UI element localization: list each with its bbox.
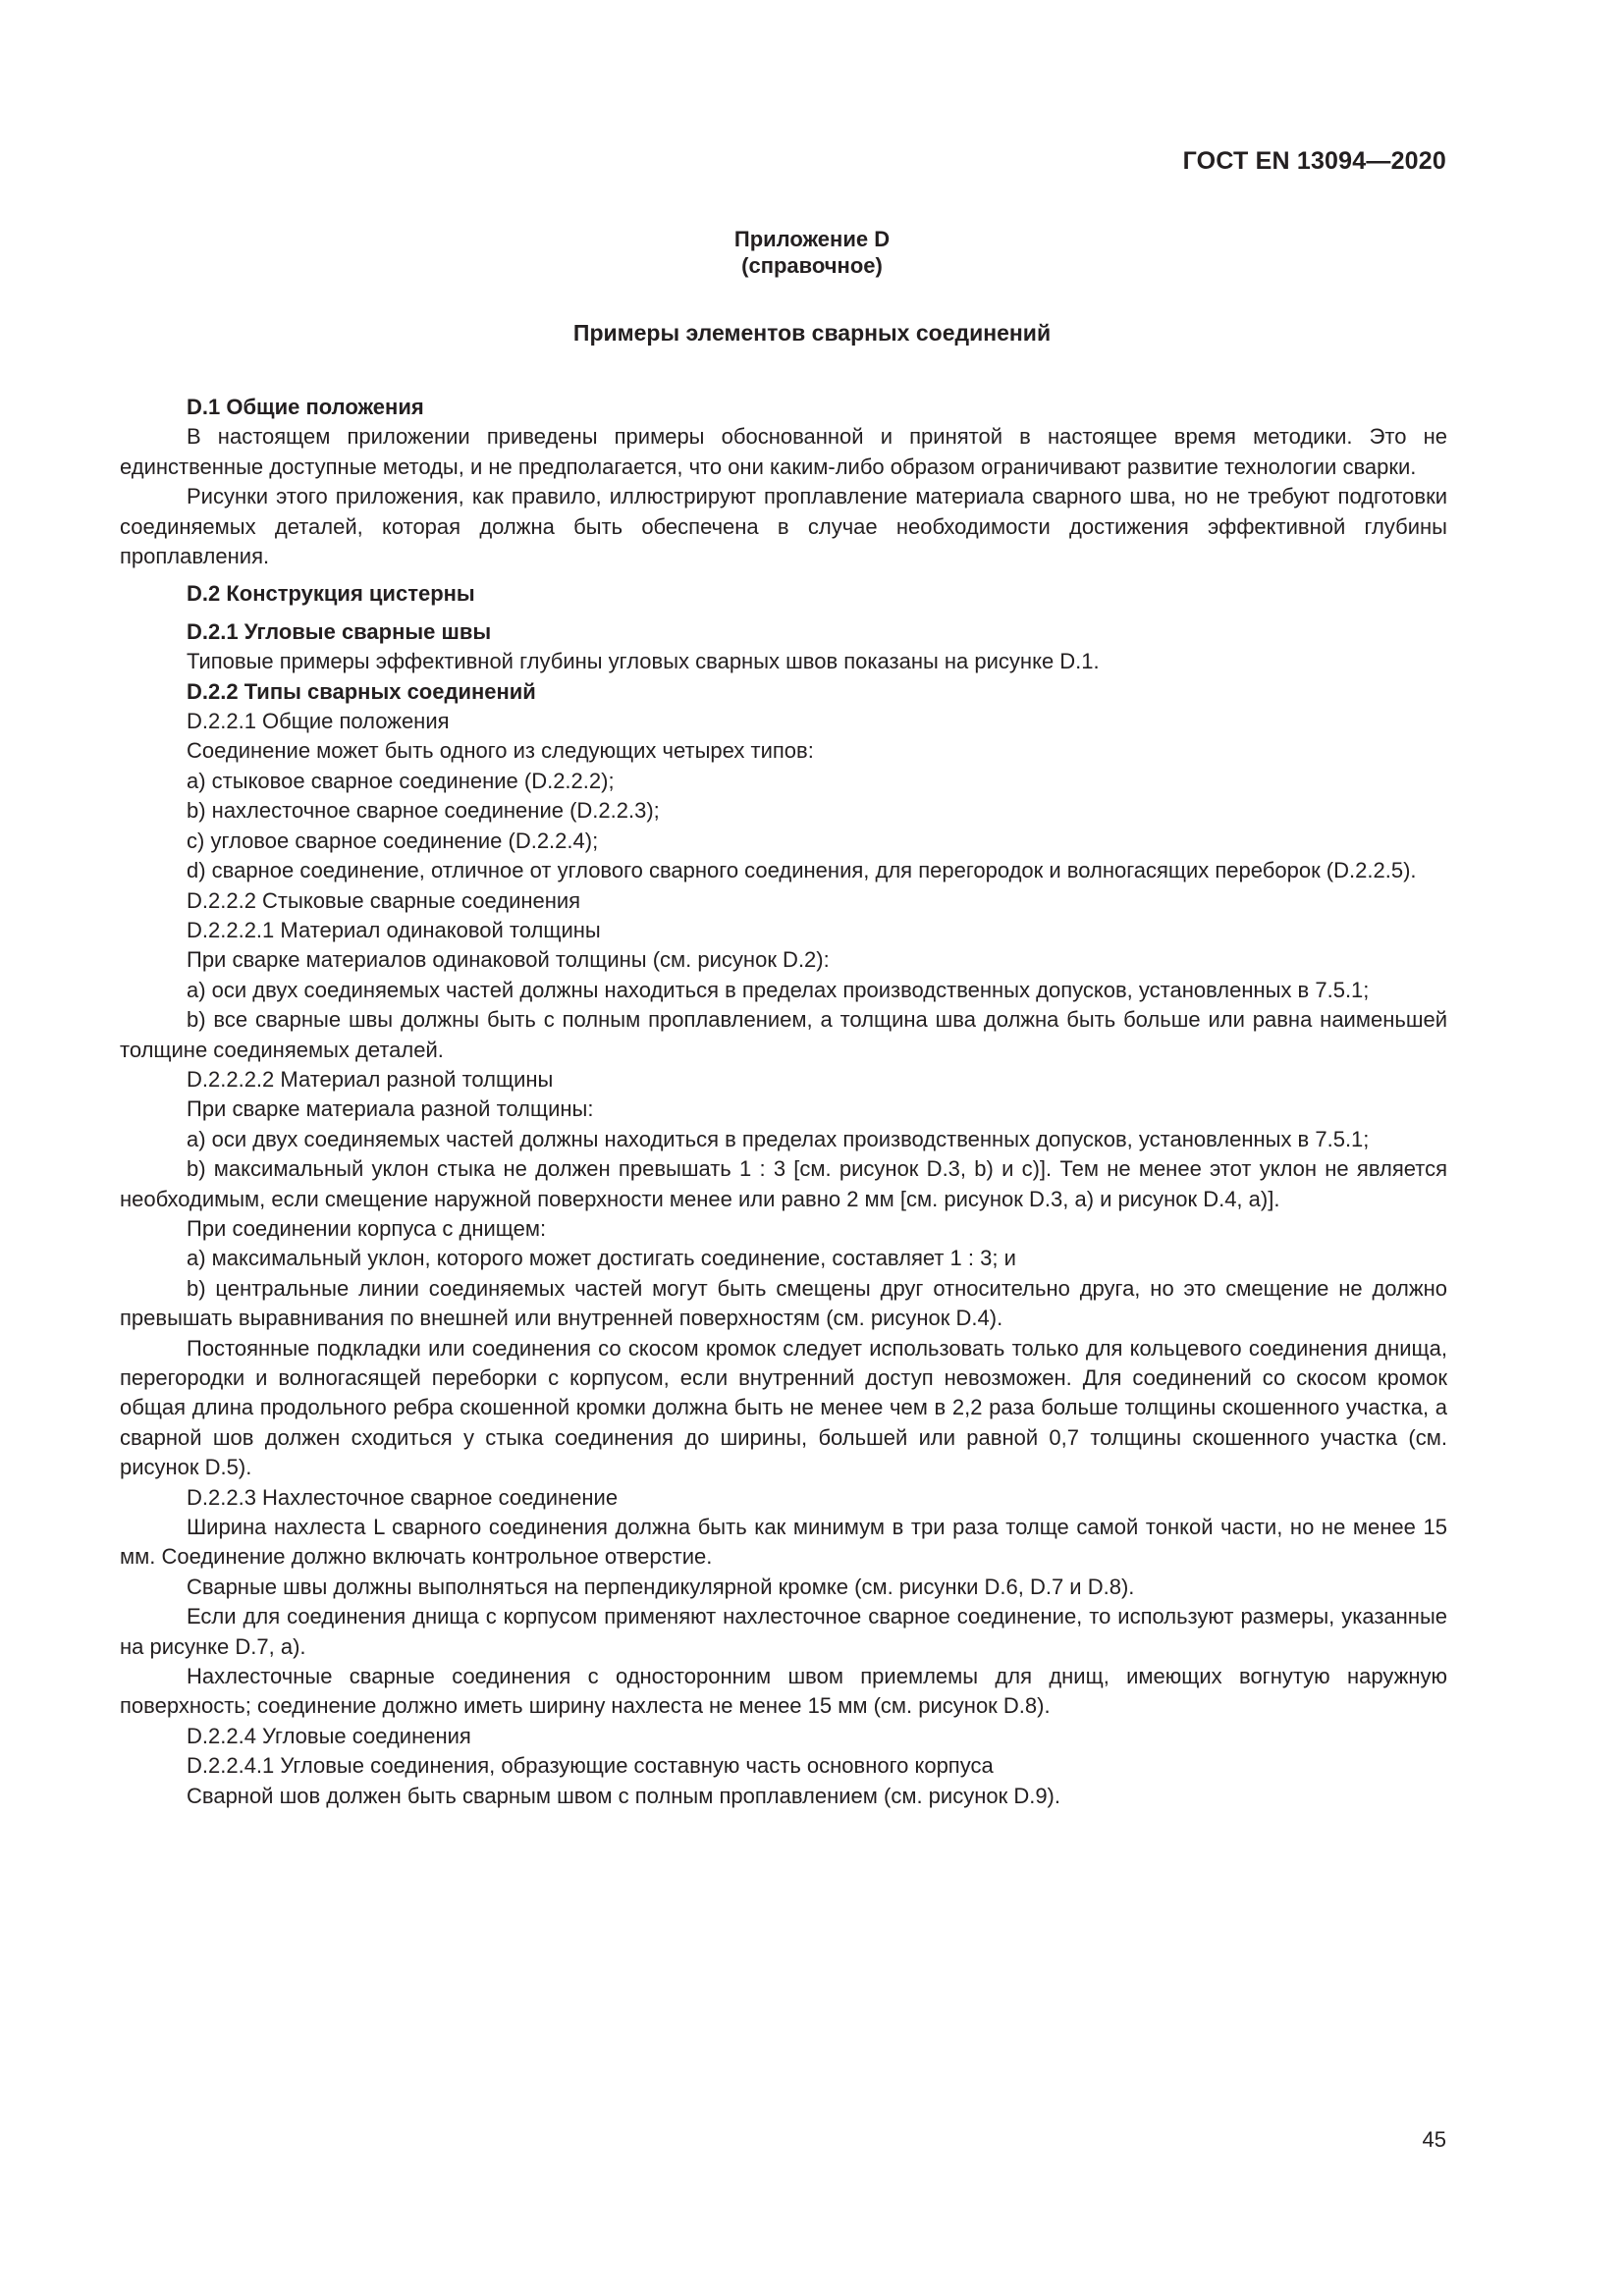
- paragraph: b) максимальный уклон стыка не должен превышать 1 : 3 [см. рисунок D.3, b) и c)]. Тем не менее этот уклон не является необходимым, если смещение наружной поверхности менее или равно 2 мм [см. рисунок D.3, a) и рисунок D.4, a)].: [120, 1156, 1447, 1211]
- document-code: ГОСТ EN 13094—2020: [1182, 147, 1446, 175]
- paragraph: c) угловое сварное соединение (D.2.2.4);: [187, 828, 599, 853]
- section-heading: D.2.2 Типы сварных соединений: [187, 678, 536, 704]
- paragraph: В настоящем приложении приведены примеры обоснованной и принятой в настоящее время методики. Это не единственные доступные методы, и не предполагается, что они каким-либо образом ограничивают развитие технологии сварки.: [120, 424, 1447, 479]
- paragraph: D.2.2.1 Общие положения: [187, 709, 450, 734]
- paragraph: b) центральные линии соединяемых частей могут быть смещены друг относительно друга, но это смещение не должно превышать выравнивания по внешней или внутренней поверхностям (см. рисунок D.4).: [120, 1275, 1447, 1331]
- paragraph: Постоянные подкладки или соединения со скосом кромок следует использовать только для кольцевого соединения днища, перегородки и волногасящей переборки с корпусом, если внутренний доступ невозможен. Для соединений со скосом кромок общая длина продольного ребра скошенной кромки должна быть не менее чем в 2,2 раза больше толщины скошенного участка, а сварной шов должен сходиться у стыка соединения до ширины, большей или равной 0,7 толщины скошенного участка (см. рисунок D.5).: [120, 1335, 1447, 1480]
- paragraph: D.2.2.4.1 Угловые соединения, образующие составную часть основного корпуса: [187, 1753, 994, 1779]
- appendix-kind: (справочное): [741, 253, 883, 278]
- paragraph: Если для соединения днища с корпусом применяют нахлесточное сварное соединение, то используют размеры, указанные на рисунке D.7, a).: [120, 1604, 1447, 1659]
- paragraph: Соединение может быть одного из следующих четырех типов:: [187, 738, 814, 764]
- paragraph: b) все сварные швы должны быть с полным проплавлением, а толщина шва должна быть больше или равна наименьшей толщине соединяемых деталей.: [120, 1007, 1447, 1062]
- section-heading: D.2.1 Угловые сварные швы: [187, 618, 492, 644]
- paragraph: Ширина нахлеста L сварного соединения должна быть как минимум в три раза толще самой тонкой части, но не менее 15 мм. Соединение должно включать контрольное отверстие.: [120, 1515, 1447, 1570]
- paragraph: Нахлесточные сварные соединения с односторонним швом приемлемы для днищ, имеющих вогнутую наружную поверхность; соединение должно иметь ширину нахлеста не менее 15 мм (см. рисунок D.8).: [120, 1664, 1447, 1719]
- paragraph: a) оси двух соединяемых частей должны находиться в пределах производственных допусков, установленных в 7.5.1;: [187, 1126, 1370, 1151]
- paragraph: D.2.2.4 Угловые соединения: [187, 1723, 471, 1748]
- paragraph: d) сварное соединение, отличное от углового сварного соединения, для перегородок и волногасящих переборок (D.2.2.5).: [187, 858, 1417, 883]
- paragraph: Рисунки этого приложения, как правило, иллюстрируют проплавление материала сварного шва, но не требуют подготовки соединяемых деталей, которая должна быть обеспечена в случае необходимости достижения эффективной глубины проплавления.: [120, 484, 1447, 569]
- paragraph: a) оси двух соединяемых частей должны находиться в пределах производственных допусков, установленных в 7.5.1;: [187, 977, 1370, 1002]
- page-title: Примеры элементов сварных соединений: [572, 320, 1052, 346]
- paragraph: D.2.2.3 Нахлесточное сварное соединение: [187, 1484, 619, 1510]
- paragraph: При сварке материалов одинаковой толщины (см. рисунок D.2):: [187, 947, 830, 973]
- section-heading: D.1 Общие положения: [187, 395, 424, 419]
- paragraph: b) нахлесточное сварное соединение (D.2.2.3);: [187, 798, 660, 824]
- paragraph: a) максимальный уклон, которого может достигать соединение, составляет 1 : 3; и: [187, 1246, 1016, 1271]
- paragraph: D.2.2.2 Стыковые сварные соединения: [187, 887, 581, 913]
- paragraph: При соединении корпуса с днищем:: [187, 1215, 547, 1241]
- appendix-heading: [0, 226, 1624, 279]
- section-heading: D.2 Конструкция цистерны: [187, 581, 475, 607]
- paragraph: Типовые примеры эффективной глубины угловых сварных швов показаны на рисунке D.1.: [187, 649, 1100, 674]
- paragraph: Сварные швы должны выполняться на перпендикулярной кромке (см. рисунки D.6, D.7 и D.8).: [187, 1574, 1135, 1599]
- paragraph: При сварке материала разной толщины:: [187, 1096, 594, 1122]
- paragraph: Сварной шов должен быть сварным швом с полным проплавлением (см. рисунок D.9).: [187, 1783, 1060, 1808]
- paragraph: D.2.2.2.1 Материал одинаковой толщины: [187, 917, 601, 942]
- document-body: [120, 393, 1447, 1811]
- paragraph: D.2.2.2.2 Материал разной толщины: [187, 1066, 554, 1092]
- paragraph: a) стыковое сварное соединение (D.2.2.2);: [187, 768, 615, 793]
- appendix-title: Приложение D: [733, 227, 891, 251]
- page-number: 45: [1422, 2127, 1446, 2152]
